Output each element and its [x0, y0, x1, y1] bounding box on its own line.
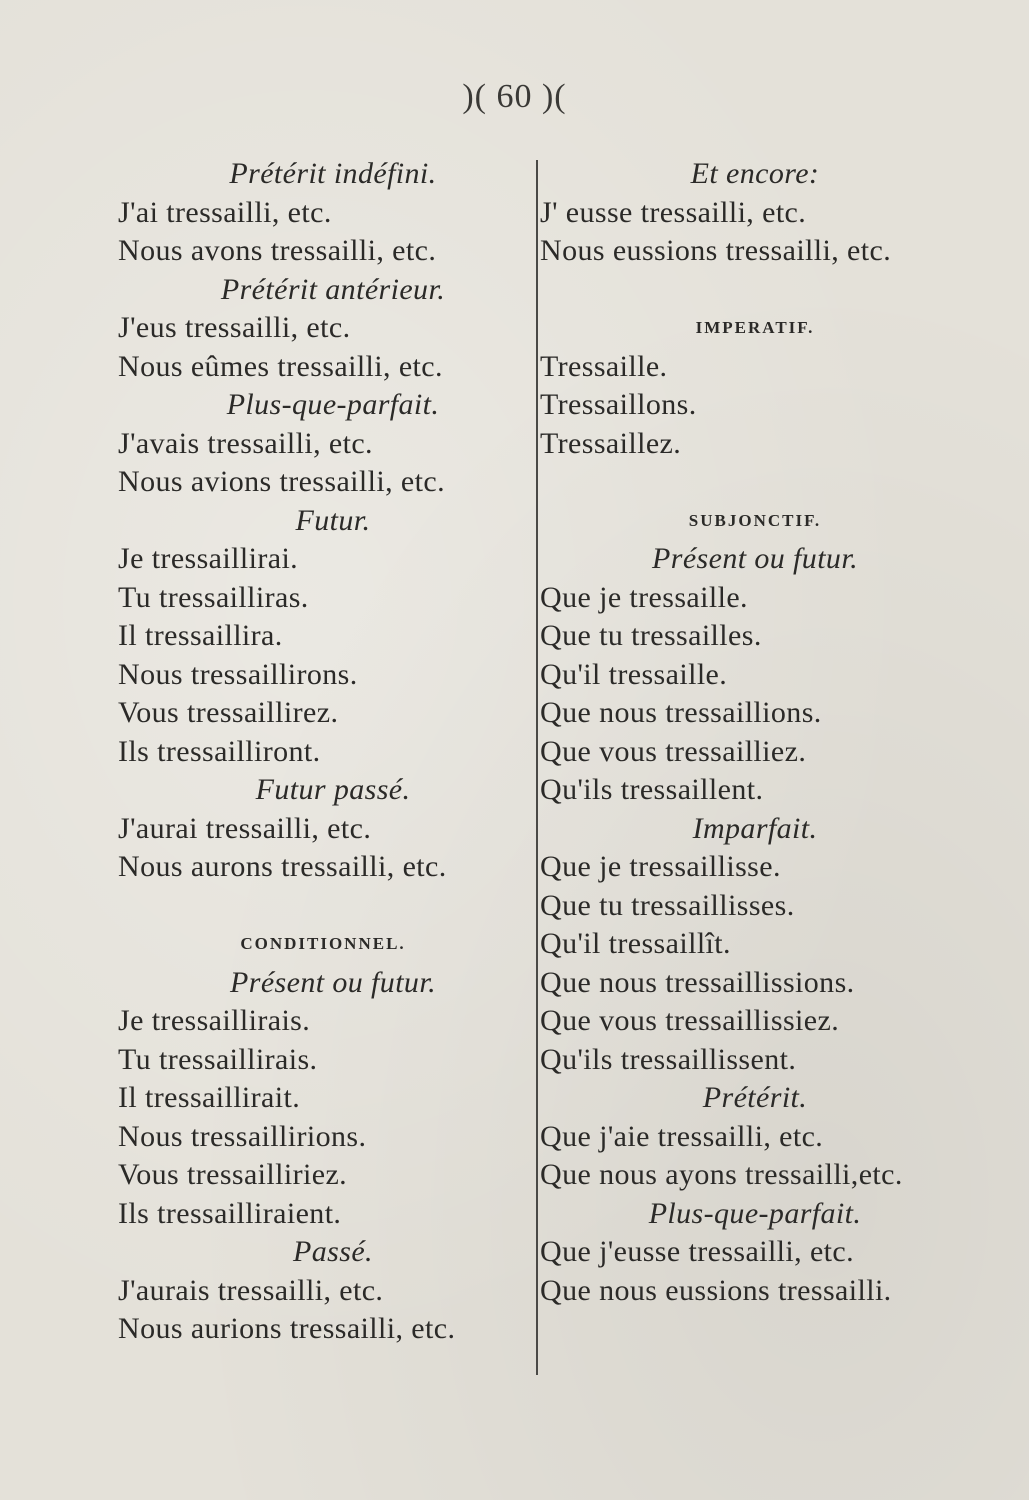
mood-title: SUBJONCTIF.: [688, 510, 822, 530]
section-heading: Présent ou futur.: [230, 965, 436, 999]
section-heading: Et encore:: [690, 157, 820, 190]
spacer: [540, 271, 970, 310]
conjugation-line: Nous avons tressailli, etc.: [118, 234, 437, 267]
conjugation-line: Tressaillons.: [540, 388, 697, 421]
section-heading: Plus-que-parfait.: [226, 388, 440, 421]
conjugation-line: Il tressaillirait.: [118, 1081, 301, 1114]
column-divider: [536, 160, 538, 1375]
right-column: [540, 155, 970, 1310]
conjugation-line: Vous tressaillirez.: [118, 696, 339, 729]
conjugation-line: Que nous ayons tressailli,etc.: [540, 1158, 903, 1191]
conjugation-line: Il tressaillira.: [118, 619, 283, 652]
conjugation-line: Que je tressaillisse.: [540, 850, 781, 883]
conjugation-line: J'aurai tressailli, etc.: [118, 811, 372, 845]
page-number: )( 60 )(: [462, 78, 567, 115]
conjugation-line: Qu'il tressaille.: [540, 657, 728, 691]
section-heading: Prétérit.: [702, 1081, 808, 1114]
section-heading: Futur passé.: [255, 773, 411, 806]
section-heading: Futur.: [295, 503, 371, 537]
conjugation-line: Que vous tressailliez.: [540, 734, 807, 768]
conjugation-line: Que tu tressaillisses.: [540, 888, 795, 922]
conjugation-line: Nous eussions tressailli, etc.: [540, 234, 892, 267]
conjugation-line: Que tu tressailles.: [540, 619, 762, 652]
mood-title: IMPERATIF.: [695, 318, 815, 337]
section-heading: Passé.: [293, 1235, 373, 1268]
conjugation-line: J'eus tressailli, etc.: [118, 311, 351, 344]
section-heading: Présent ou futur.: [652, 542, 858, 575]
conjugation-line: Ils tressailliraient.: [118, 1196, 342, 1230]
conjugation-line: Je tressaillirai.: [118, 542, 299, 575]
conjugation-line: Tressaillez.: [540, 426, 682, 460]
conjugation-line: J'avais tressailli, etc.: [118, 426, 373, 460]
conjugation-line: Ils tressailliront.: [118, 734, 321, 768]
conjugation-line: Vous tressailliriez.: [118, 1158, 348, 1191]
conjugation-line: Que j'aie tressailli, etc.: [540, 1119, 824, 1153]
spacer: [540, 463, 970, 502]
conjugation-line: Qu'il tressaillît.: [540, 927, 731, 960]
conjugation-line: Nous aurions tressailli, etc.: [118, 1312, 456, 1345]
conjugation-line: Je tressaillirais.: [118, 1004, 311, 1037]
conjugation-line: J'aurais tressailli, etc.: [118, 1273, 384, 1307]
spacer: [118, 887, 528, 926]
conjugation-line: J' eusse tressailli, etc.: [540, 195, 807, 229]
section-heading: Imparfait.: [692, 811, 818, 845]
conjugation-line: Nous avions tressailli, etc.: [118, 465, 445, 498]
section-heading: Prétérit antérieur.: [220, 272, 446, 306]
conjugation-line: Que vous tressaillissiez.: [540, 1004, 840, 1037]
section-heading: Prétérit indéfini.: [229, 157, 437, 190]
conjugation-line: Que je tressaille.: [540, 580, 748, 614]
mood-title: CONDITIONNEL.: [240, 934, 406, 953]
conjugation-line: Nous aurons tressailli, etc.: [118, 850, 447, 883]
conjugation-line: Que nous tressaillions.: [540, 696, 822, 729]
conjugation-line: Que nous tressaillissions.: [540, 965, 855, 999]
conjugation-line: Que nous eussions tressailli.: [540, 1273, 892, 1307]
conjugation-line: Nous eûmes tressailli, etc.: [118, 349, 443, 383]
conjugation-line: J'ai tressailli, etc.: [118, 195, 332, 229]
conjugation-line: Que j'eusse tressailli, etc.: [540, 1235, 855, 1268]
conjugation-line: Tressaille.: [540, 349, 668, 383]
section-heading: Plus-que-parfait.: [648, 1196, 862, 1230]
conjugation-line: Nous tressaillirions.: [118, 1119, 367, 1153]
left-column: [118, 155, 528, 1349]
conjugation-line: Tu tressailliras.: [118, 580, 309, 614]
conjugation-line: Nous tressaillirons.: [118, 657, 358, 691]
conjugation-line: Qu'ils tressaillent.: [540, 773, 764, 806]
conjugation-line: Qu'ils tressaillissent.: [540, 1042, 797, 1076]
conjugation-line: Tu tressaillirais.: [118, 1042, 318, 1076]
